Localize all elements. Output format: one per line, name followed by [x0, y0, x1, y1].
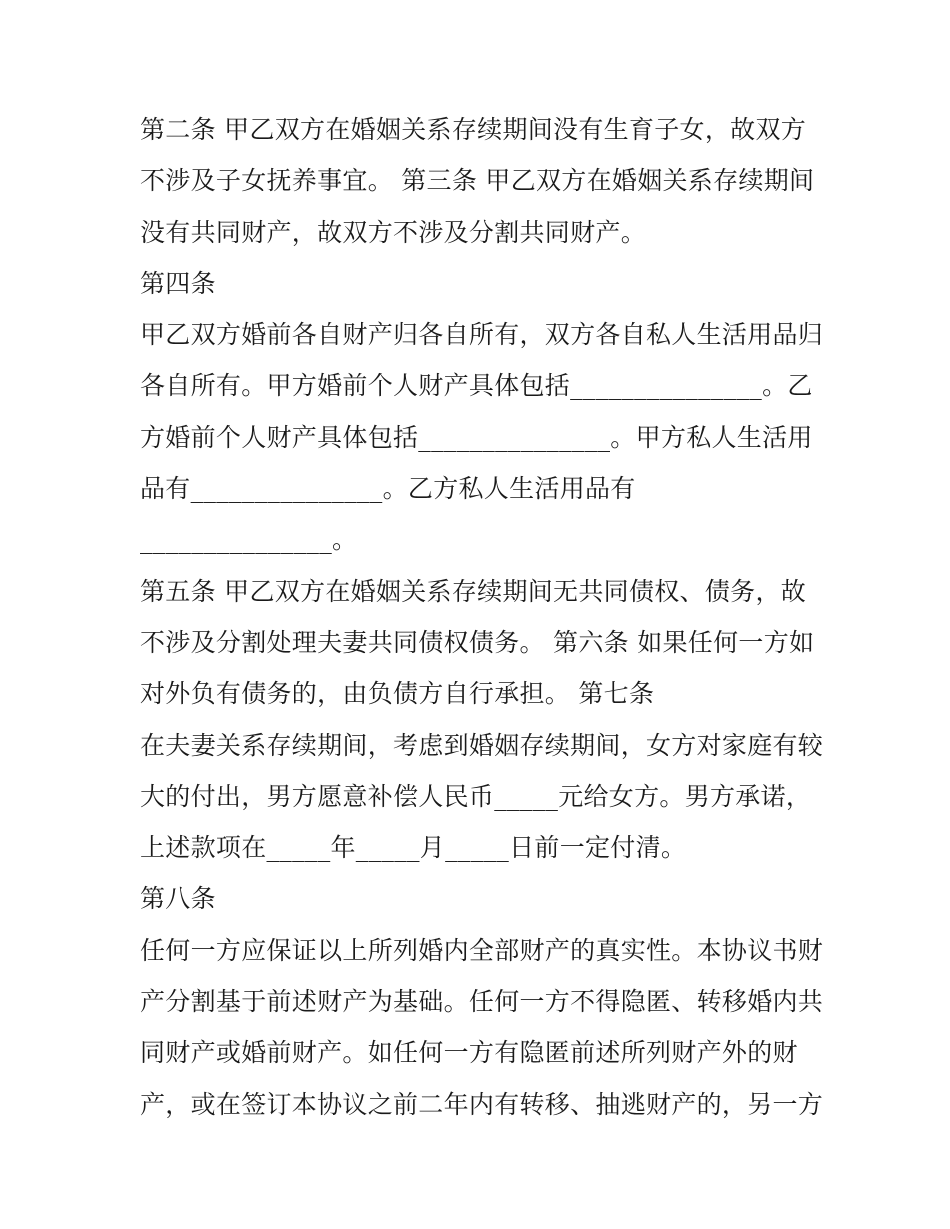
- text-line: 上述款项在_____年_____月_____日前一定付清。: [140, 833, 687, 863]
- text-line: 没有共同财产，故双方不涉及分割共同财产。: [140, 217, 647, 247]
- text-line: 第二条 甲乙双方在婚姻关系存续期间没有生育子女，故双方: [140, 115, 807, 144]
- text-line: 各自所有。甲方婚前个人财产具体包括_______________。乙: [140, 371, 813, 401]
- text-line: 对外负有债务的，由负债方自行承担。 第七条: [140, 679, 655, 709]
- text-line: 产，或在签订本协议之前二年内有转移、抽逃财产的，另一方: [140, 1089, 824, 1119]
- document-body: [140, 104, 830, 1130]
- text-line: 第五条 甲乙双方在婚姻关系存续期间无共同债权、债务，故: [140, 576, 807, 606]
- text-line: 不涉及子女抚养事宜。 第三条 甲乙双方在婚姻关系存续期间: [140, 166, 815, 196]
- text-line: 大的付出，男方愿意补偿人民币_____元给女方。男方承诺，: [140, 781, 812, 811]
- section-heading: 第四条: [140, 268, 216, 298]
- text-line: 同财产或婚前财产。如任何一方有隐匿前述所列财产外的财: [140, 1038, 798, 1068]
- text-line: 品有_______________。乙方私人生活用品有: [140, 474, 636, 504]
- text-line: 方婚前个人财产具体包括_______________。甲方私人生活用: [140, 422, 813, 452]
- text-line: 甲乙双方婚前各自财产归各自所有，双方各自私人生活用品归: [140, 320, 824, 350]
- text-line: _______________。: [140, 525, 358, 555]
- text-line: 不涉及分割处理夫妻共同债权债务。 第六条 如果任何一方如: [140, 627, 815, 657]
- text-line: 任何一方应保证以上所列婚内全部财产的真实性。本协议书财: [140, 935, 824, 965]
- section-heading: 第八条: [140, 884, 216, 914]
- text-line: 产分割基于前述财产为基础。任何一方不得隐匿、转移婚内共: [140, 987, 824, 1017]
- text-line: 在夫妻关系存续期间，考虑到婚姻存续期间，女方对家庭有较: [140, 730, 824, 760]
